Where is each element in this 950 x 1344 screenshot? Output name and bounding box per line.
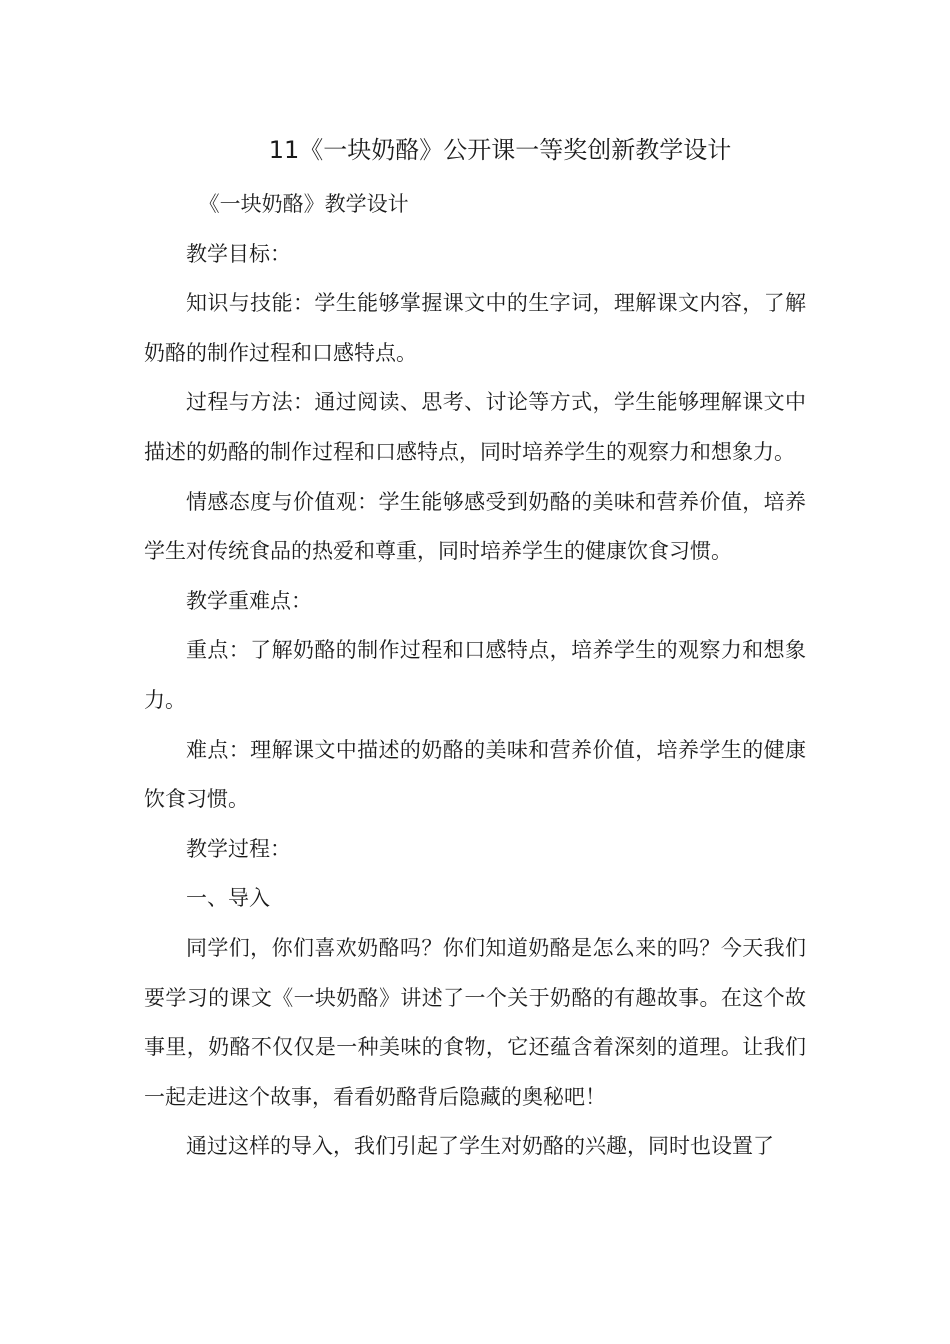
- paragraph-knowledge-skills: 知识与技能：学生能够掌握课文中的生字词，理解课文内容，了解奶酪的制作过程和口感特点。: [144, 291, 806, 365]
- paragraph-key-point: 重点：了解奶酪的制作过程和口感特点，培养学生的观察力和想象力。: [144, 638, 806, 712]
- paragraph-process-methods: 过程与方法：通过阅读、思考、讨论等方式，学生能够理解课文中描述的奶酪的制作过程和口感特点，同时培养学生的观察力和想象力。: [144, 390, 806, 464]
- paragraph-introduction-text: 同学们，你们喜欢奶酪吗？你们知道奶酪是怎么来的吗？今天我们要学习的课文《一块奶酪》讲述了一个关于奶酪的有趣故事。在这个故事里，奶酪不仅仅是一种美味的食物，它还蕴含着深刻的道理。让我们一起走进这个故事，看看奶酪背后隐藏的奥秘吧！: [144, 935, 806, 1109]
- heading-objectives: 教学目标：: [186, 241, 291, 266]
- heading-introduction: 一、导入: [186, 886, 270, 911]
- lesson-subtitle: 《一块奶酪》教学设计: [198, 192, 409, 216]
- paragraph-introduction-summary: 通过这样的导入，我们引起了学生对奶酪的兴趣，同时也设置了: [186, 1134, 774, 1159]
- document-body: [144, 180, 806, 1172]
- document-title: 11《一块奶酪》公开课一等奖创新教学设计: [268, 136, 732, 164]
- heading-key-difficulties: 教学重难点：: [186, 588, 312, 613]
- paragraph-emotion-values: 情感态度与价值观：学生能够感受到奶酪的美味和营养价值，培养学生对传统食品的热爱和尊重，同时培养学生的健康饮食习惯。: [144, 489, 806, 564]
- heading-teaching-process: 教学过程：: [186, 836, 291, 861]
- paragraph-difficulty: 难点：理解课文中描述的奶酪的美味和营养价值，培养学生的健康饮食习惯。: [144, 737, 806, 812]
